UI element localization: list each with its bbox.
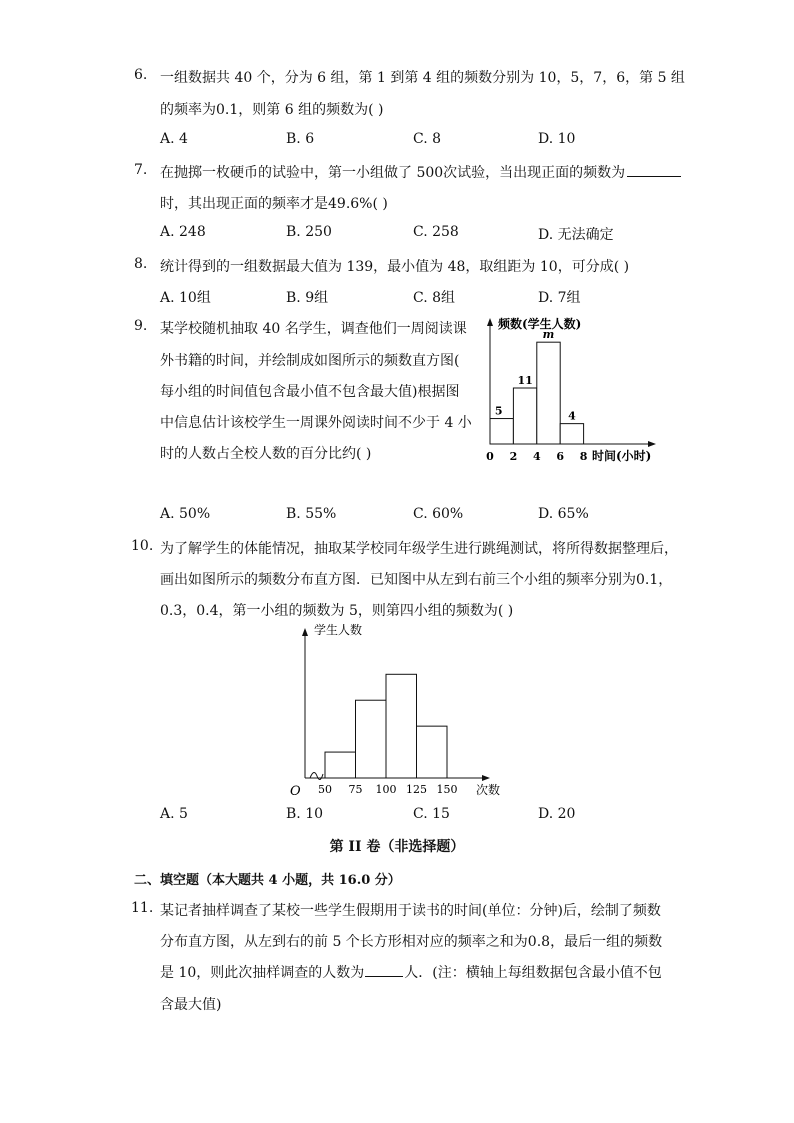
q10-chart-x-axis-label: 次数 bbox=[476, 783, 501, 797]
q9-chart-bar bbox=[490, 419, 513, 444]
q10-chart-x-tick-label: 50 bbox=[318, 783, 332, 796]
part2-heading: 二、填空题（本大题共 4 小题，共 16.0 分） bbox=[134, 873, 401, 888]
q10-chart-x-arrow bbox=[482, 775, 490, 781]
q7-text-line2: 时，其出现正面的频率才是49.6%( ) bbox=[160, 196, 388, 212]
q10-text-line3: 0.3，0.4，第一小组的频数为 5，则第四小组的频数为( ) bbox=[160, 603, 514, 619]
q7-option-a: A. 248 bbox=[160, 224, 206, 240]
q10-chart-y-axis-label: 学生人数 bbox=[314, 623, 363, 637]
q10-chart-bar bbox=[325, 752, 356, 778]
q7-number: 7. bbox=[134, 162, 148, 178]
q11-text-line1: 某记者抽样调查了某校一些学生假期用于读书的时间(单位：分钟)后，绘制了频数 bbox=[160, 903, 661, 919]
q10-chart-x-tick-label: 150 bbox=[436, 783, 458, 796]
q10-option-b: B. 10 bbox=[286, 806, 324, 822]
q7-option-c: C. 258 bbox=[413, 224, 459, 240]
q10-chart-x-tick-label: 100 bbox=[375, 783, 397, 796]
q9-chart-bar bbox=[513, 388, 536, 444]
q9-option-c: C. 60% bbox=[413, 506, 464, 522]
q8-text-line1: 统计得到的一组数据最大值为 139，最小值为 48，取组距为 10，可分成( ) bbox=[160, 259, 630, 275]
q10-chart-bar bbox=[386, 674, 417, 778]
q6-option-a: A. 4 bbox=[160, 131, 188, 147]
q9-option-b: B. 55% bbox=[286, 506, 337, 522]
q6-text-line1: 一组数据共 40 个，分为 6 组，第 1 到第 4 组的频数分别为 10，5，7，6，第 5 组 bbox=[160, 70, 685, 86]
q8-option-d: D. 7组 bbox=[538, 290, 581, 306]
q8-option-b: B. 9组 bbox=[286, 290, 329, 306]
q9-chart-bar-label: 5 bbox=[494, 404, 503, 418]
q9-chart-x-axis-label: 时间(小时) bbox=[592, 449, 652, 463]
q7-text-line1: 在抛掷一枚硬币的试验中，第一小组做了 500次试验，当出现正面的频数为 bbox=[160, 162, 681, 182]
q8-number: 8. bbox=[134, 256, 148, 272]
q11-answer-blank bbox=[365, 962, 403, 977]
q9-chart-x-tick-label: 8 bbox=[579, 450, 588, 463]
q9-chart-bar-label: 11 bbox=[517, 374, 533, 387]
q9-text-line5: 时的人数占全校人数的百分比约( ) bbox=[160, 446, 372, 462]
q8-option-c: C. 8组 bbox=[413, 290, 456, 306]
q9-chart-y-arrow bbox=[487, 318, 493, 326]
q9-text-line4: 中信息估计该校学生一周课外阅读时间不少于 4 小 bbox=[160, 415, 472, 431]
q10-option-a: A. 5 bbox=[160, 806, 188, 822]
q9-chart-x-tick-label: 6 bbox=[556, 450, 565, 463]
q7-option-b: B. 250 bbox=[286, 224, 332, 240]
q11-text-line4: 含最大值) bbox=[160, 997, 222, 1013]
q10-chart-x-tick-label: 75 bbox=[348, 783, 363, 796]
q10-chart-y-arrow bbox=[302, 628, 308, 636]
q9-option-d: D. 65% bbox=[538, 506, 589, 522]
q9-number: 9. bbox=[134, 318, 148, 334]
q10-histogram bbox=[280, 618, 520, 802]
q9-text-line2: 外书籍的时间，并绘制成如图所示的频数直方图( bbox=[160, 353, 460, 369]
q11-number: 11. bbox=[131, 900, 154, 916]
q9-option-a: A. 50% bbox=[160, 506, 211, 522]
q9-chart-x-tick-label: 0 bbox=[486, 450, 494, 463]
q8-option-a: A. 10组 bbox=[160, 290, 211, 306]
q9-histogram bbox=[478, 310, 668, 470]
q6-number: 6. bbox=[134, 67, 148, 83]
q10-text-line2: 画出如图所示的频数分布直方图．已知图中从左到右前三个小组的频率分别为0.1， bbox=[160, 572, 673, 588]
q9-text-line3: 每小组的时间值包含最小值不包含最大值)根据图 bbox=[160, 384, 460, 400]
q10-chart-x-tick-label: 125 bbox=[406, 783, 427, 796]
q9-chart-x-arrow bbox=[648, 441, 656, 447]
q9-chart-x-tick-label: 2 bbox=[509, 450, 518, 463]
q7-answer-blank bbox=[627, 162, 681, 177]
section-title: 第 II 卷（非选择题） bbox=[329, 839, 465, 855]
q9-text-line1: 某学校随机抽取 40 名学生，调查他们一周阅读课 bbox=[160, 321, 467, 337]
q10-text-line1: 为了解学生的体能情况，抽取某学校同年级学生进行跳绳测试，将所得数据整理后， bbox=[160, 541, 678, 557]
q10-number: 10. bbox=[131, 538, 154, 554]
q10-option-d: D. 20 bbox=[538, 806, 576, 822]
q6-option-c: C. 8 bbox=[413, 131, 442, 147]
q9-chart-bar bbox=[537, 342, 560, 444]
q9-chart-bar-label: 4 bbox=[568, 409, 576, 423]
q10-chart-bar bbox=[356, 700, 387, 778]
q9-chart-y-axis-label: 频数(学生人数) bbox=[498, 317, 582, 331]
q6-option-b: B. 6 bbox=[286, 131, 315, 147]
q9-chart-bar-label: m bbox=[542, 328, 555, 342]
q11-text-line3: 是 10，则此次抽样调查的人数为 人．(注：横轴上每组数据包含最小值不包 bbox=[160, 962, 662, 982]
q11-text-line2: 分布直方图，从左到右的前 5 个长方形相对应的频率之和为0.8，最后一组的频数 bbox=[160, 934, 663, 950]
q10-chart-origin-label: O bbox=[290, 784, 301, 799]
q9-chart-bar bbox=[560, 424, 583, 444]
q6-option-d: D. 10 bbox=[538, 131, 576, 147]
q7-option-d: D. 无法确定 bbox=[538, 227, 614, 243]
q10-option-c: C. 15 bbox=[413, 806, 450, 822]
q9-chart-x-tick-label: 4 bbox=[532, 450, 541, 463]
q6-text-line2: 的频率为0.1，则第 6 组的频数为( ) bbox=[160, 102, 384, 118]
q10-chart-bar bbox=[417, 726, 448, 778]
